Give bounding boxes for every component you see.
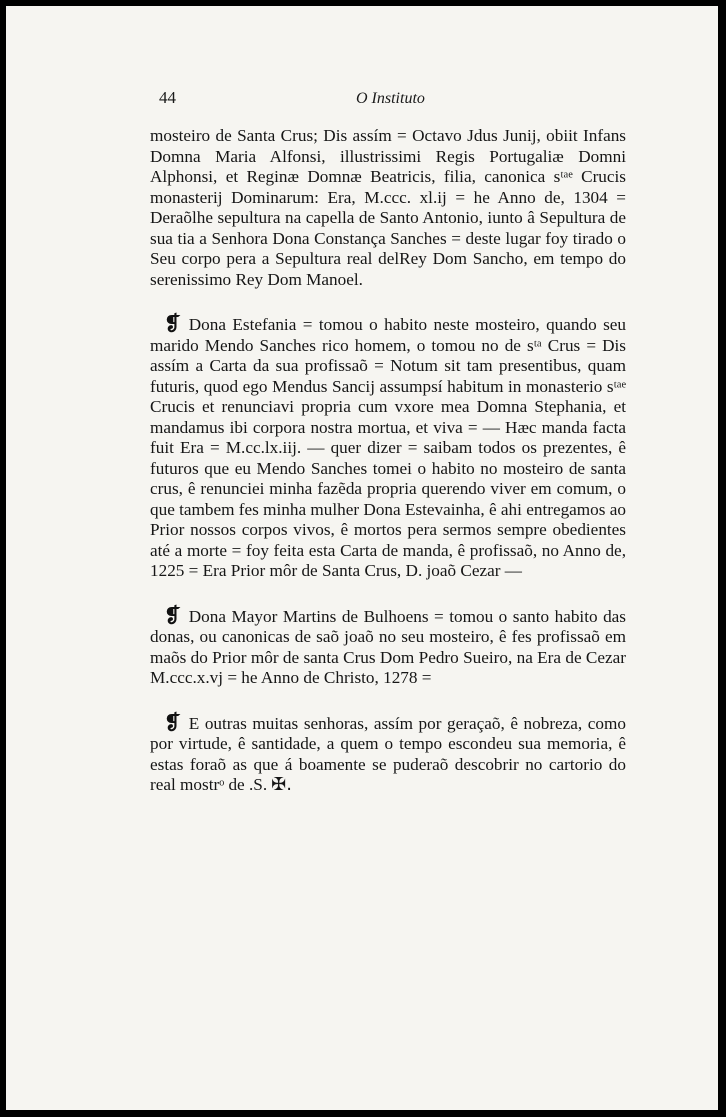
paragraph-1 (150, 126, 626, 290)
paragraph-4 (150, 709, 626, 796)
body-text (150, 126, 626, 796)
cross-icon: ✠. (271, 774, 292, 795)
page-number: 44 (159, 88, 176, 107)
paragraph-text: mosteiro de Santa Crus; Dis assím = Octavo Jdus Junij, obiit Infans Domna Maria Alfonsi, illustrissimi Regis Portugaliæ Domni Alphonsi, et Reginæ Domnæ Beatricis, filia, canonica sᵗᵃᵉ Crucis monasterij Dominarum: Era, M.ccc. xl.ij = he Anno de, 1304 = Deraõlhe sepultura na capella de Santo Antonio, iunto â Sepultura de sua tia a Senhora Dona Constança Sanches = deste lugar foy tirado o Seu corpo pera a Sepultura real delRey Dom Sancho, em tempo do serenissimo Rey Dom Manoel. (150, 126, 626, 289)
paragraph-mark-icon: ❡ (164, 311, 181, 335)
paragraph-text: E outras muitas senhoras, assím por geraçaõ, ê nobreza, como por virtude, ê santidade, a quem o tempo escondeu sua memoria, ê estas foraõ as que á boamente se puderaõ descobrir no cartorio do real mostrᵒ de .S. (150, 713, 626, 794)
paragraph-mark-icon: ❡ (164, 602, 181, 627)
running-title: O Instituto (356, 90, 425, 107)
document-page (6, 6, 718, 1110)
page-header (6, 88, 718, 112)
paragraph-text: Dona Mayor Martins de Bulhoens = tomou o santo habito das donas, ou canonicas de saõ joaõ no seu mosteiro, ê fes profissaõ em maõs do Prior môr de santa Crus Dom Pedro Sueiro, na Era de Cezar M.ccc.x.vj = he Anno de Christo, 1278 = (150, 606, 626, 687)
paragraph-mark-icon: ❡ (164, 709, 181, 734)
paragraph-2 (150, 313, 626, 582)
paragraph-text: Dona Estefania = tomou o habito neste mosteiro, quando seu marido Mendo Sanches rico homem, o tomou no de sᵗᵃ Crus = Dis assím a Carta da sua profissaõ = Notum sit tam presentibus, quam futuris, quod ego Mendus Sancij assumpsí habitum in monasterio sᵗᵃᵉ Crucis et renunciavi propria cum vxore mea Domna Stephania, et mandamus ibi corpora nostra mortua, et viva = — Hæc manda facta fuit Era = M.cc.lx.iij. — quer dizer = saibam todos os prezentes, ê futuros que eu Mendo Sanches tomei o habito no mosteiro de santa crus, ê renunciei minha fazẽda propria querendo viver em comum, o que tambem fes minha mulher Dona Estevainha, ê ahi entregamos ao Prior nossos corpos vivos, ê mortos pera sermos sempre obedientes até a morte = foy feita esta Carta de manda, ê profissaõ, no Anno de, 1225 = Era Prior môr de Santa Crus, D. joaõ Cezar — (150, 315, 626, 580)
paragraph-3 (150, 602, 626, 689)
